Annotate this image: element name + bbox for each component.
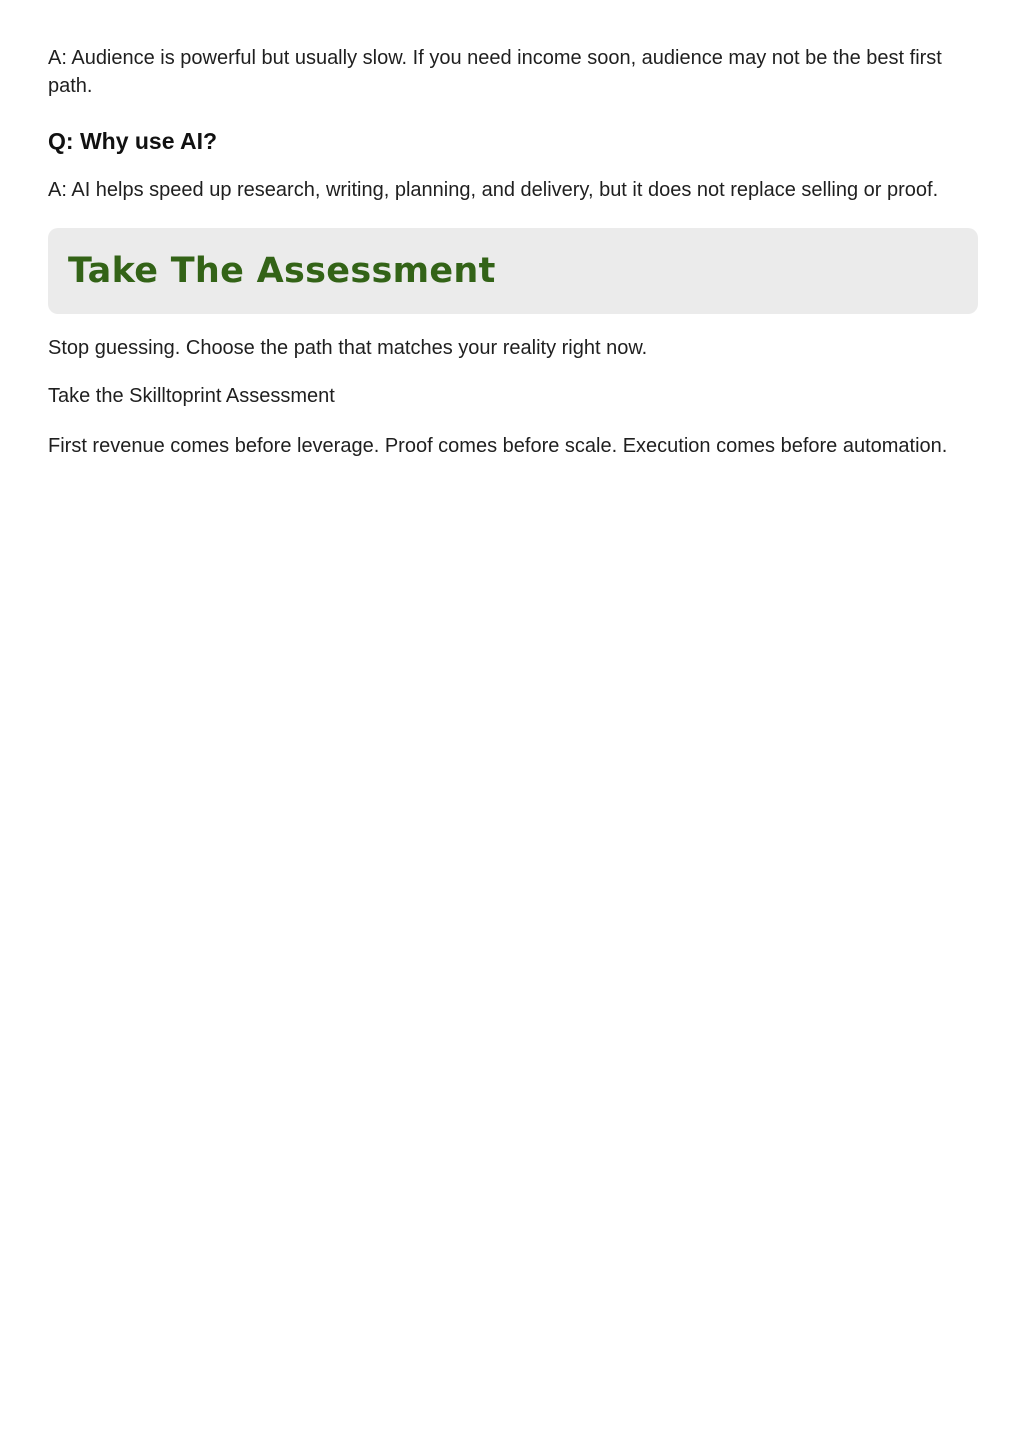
stop-guessing-paragraph: Stop guessing. Choose the path that matches your reality right now. — [48, 337, 648, 359]
document-page — [48, 44, 978, 460]
assessment-banner — [48, 228, 978, 314]
assessment-link[interactable]: Take the Skilltoprint Assessment — [48, 385, 335, 407]
answer-audience-paragraph: A: Audience is powerful but usually slow. If you need income soon, audience may not be the best first path. — [48, 47, 942, 97]
answer-ai-paragraph: A: AI helps speed up research, writing, planning, and delivery, but it does not replace selling or proof. — [48, 179, 939, 201]
closing-paragraph: First revenue comes before leverage. Proof comes before scale. Execution comes before automation. — [48, 435, 948, 457]
question-why-use-ai-heading: Q: Why use AI? — [48, 128, 218, 154]
banner-title: Take The Assessment — [68, 251, 496, 291]
